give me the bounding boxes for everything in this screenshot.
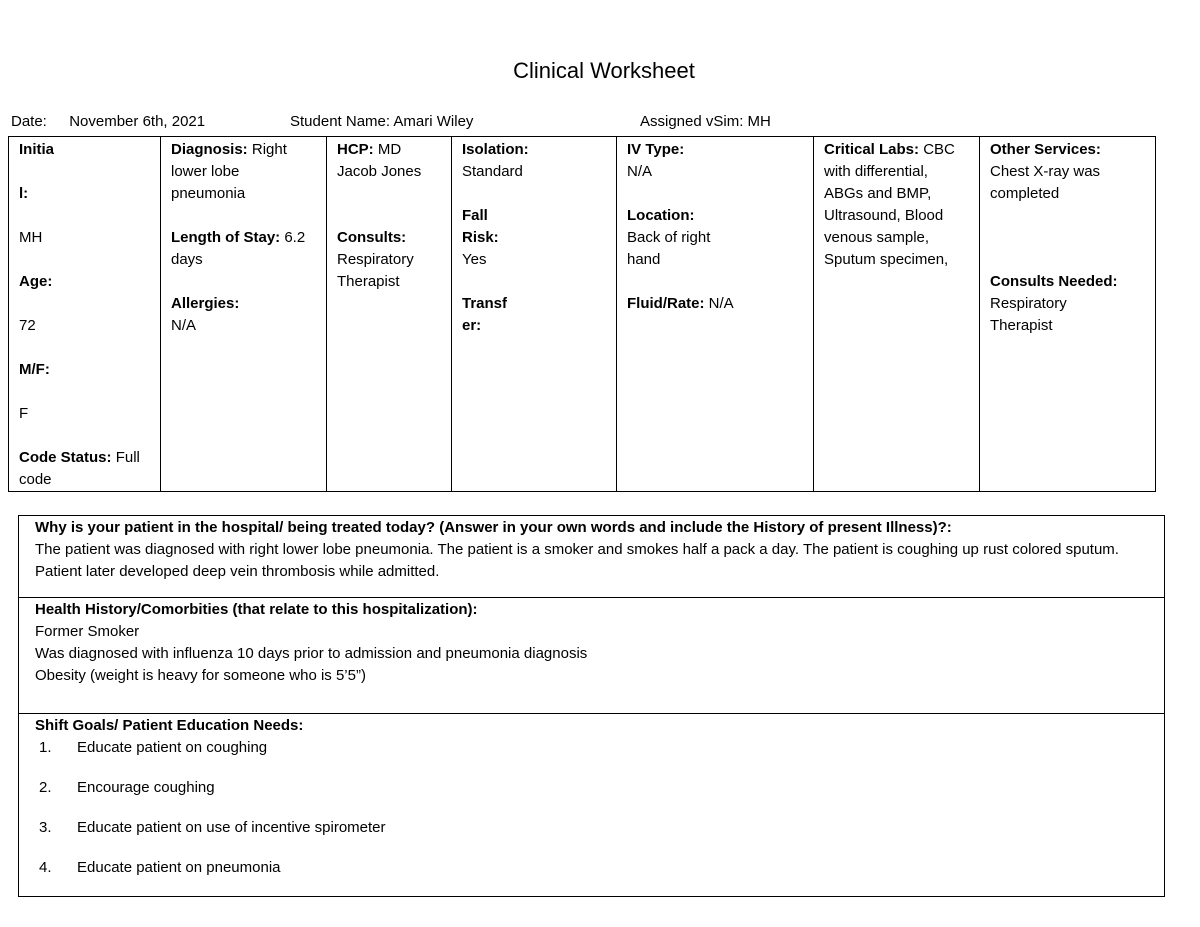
consults-value: Respiratory Therapist [337, 251, 414, 290]
list-item [35, 817, 1148, 857]
shift-goals-heading: Shift Goals/ Patient Education Needs: [35, 717, 304, 734]
goal-number: 1. [39, 739, 52, 756]
goal-text: Educate patient on pneumonia [77, 859, 281, 876]
goal-text: Educate patient on coughing [77, 739, 268, 756]
sex-label: M/F: [19, 361, 50, 378]
reason-question: Why is your patient in the hospital/ being treated today? (Answer in your own words and include the History of present Illness)?: [35, 519, 952, 536]
patient-info-grid [8, 136, 1156, 492]
hcp-value: MD Jacob Jones [337, 141, 422, 180]
reason-answer: The patient was diagnosed with right lower lobe pneumonia. The patient is a smoker and smokes half a pack a day. The patient is coughing up rust colored sputum. Patient later developed deep vein thrombosis while admitted. [35, 541, 1119, 580]
shift-goals-list [35, 737, 1148, 897]
goal-number: 3. [39, 819, 52, 836]
critical-labs-cell [814, 137, 980, 492]
location-value: Back of right hand [627, 229, 711, 268]
goal-number: 4. [39, 859, 52, 876]
code-status-value: Full code [19, 449, 140, 488]
critical-labs-value: CBC with differential, ABGs and BMP, Ultrasound, Blood venous sample, Sputum specimen, [824, 141, 955, 268]
health-history-section [19, 598, 1164, 714]
isolation-label: Isolation: [462, 141, 529, 158]
vsim-label: Assigned vSim: [640, 113, 744, 130]
initial-label: Initia l: [19, 141, 55, 202]
diagnosis-cell [161, 137, 327, 492]
goal-text: Educate patient on use of incentive spirometer [77, 819, 386, 836]
iv-type-value: N/A [627, 163, 653, 180]
consults-label: Consults: [337, 229, 407, 246]
date-value: November 6th, 2021 [69, 113, 206, 130]
narrative-box [18, 515, 1165, 897]
fall-risk-label: Fall Risk: [462, 207, 499, 246]
initial-value: MH [19, 229, 43, 246]
isolation-value: Standard [462, 163, 523, 180]
date-field [11, 113, 205, 130]
hcp-cell [327, 137, 452, 492]
iv-type-label: IV Type: [627, 141, 685, 158]
fall-risk-value: Yes [462, 251, 487, 268]
student-value: Amari Wiley [393, 113, 474, 130]
other-services-label: Other Services: [990, 141, 1101, 158]
goal-text: Encourage coughing [77, 779, 215, 796]
history-item: Was diagnosed with influenza 10 days prior to admission and pneumonia diagnosis [35, 645, 588, 662]
diagnosis-label: Diagnosis: [171, 141, 248, 158]
history-item: Former Smoker [35, 623, 140, 640]
page-title: Clinical Worksheet [513, 58, 695, 83]
fluid-rate-value: N/A [708, 295, 734, 312]
allergies-label: Allergies: [171, 295, 240, 312]
vsim-field [640, 113, 771, 130]
age-value: 72 [19, 317, 36, 334]
iv-cell [617, 137, 814, 492]
consults-needed-label: Consults Needed: [990, 273, 1118, 290]
student-label: Student Name: [290, 113, 391, 130]
student-field [290, 113, 473, 130]
list-item [35, 737, 1148, 777]
hcp-label: HCP: [337, 141, 374, 158]
date-label: Date: [11, 113, 47, 130]
transfer-label: Transf er: [462, 295, 508, 334]
diagnosis-value: Right lower lobe pneumonia [171, 141, 287, 202]
vsim-value: MH [747, 113, 771, 130]
list-item [35, 857, 1148, 897]
location-label: Location: [627, 207, 695, 224]
age-label: Age: [19, 273, 53, 290]
patient-identity-cell [9, 137, 161, 492]
health-history-heading: Health History/Comorbities (that relate to this hospitalization): [35, 601, 478, 618]
other-services-value: Chest X-ray was completed [990, 163, 1101, 202]
code-status-label: Code Status: [19, 449, 112, 466]
list-item [35, 777, 1148, 817]
fluid-rate-label: Fluid/Rate: [627, 295, 705, 312]
critical-labs-label: Critical Labs: [824, 141, 920, 158]
isolation-cell [452, 137, 617, 492]
other-services-cell [980, 137, 1156, 492]
sex-value: F [19, 405, 29, 422]
length-of-stay-label: Length of Stay: [171, 229, 281, 246]
history-item: Obesity (weight is heavy for someone who is 5’5”) [35, 667, 366, 684]
length-of-stay-value: 6.2 days [171, 229, 306, 268]
reason-section [19, 516, 1164, 598]
shift-goals-section [19, 714, 1164, 897]
consults-needed-value: Respiratory Therapist [990, 295, 1067, 334]
goal-number: 2. [39, 779, 52, 796]
allergies-value: N/A [171, 317, 197, 334]
